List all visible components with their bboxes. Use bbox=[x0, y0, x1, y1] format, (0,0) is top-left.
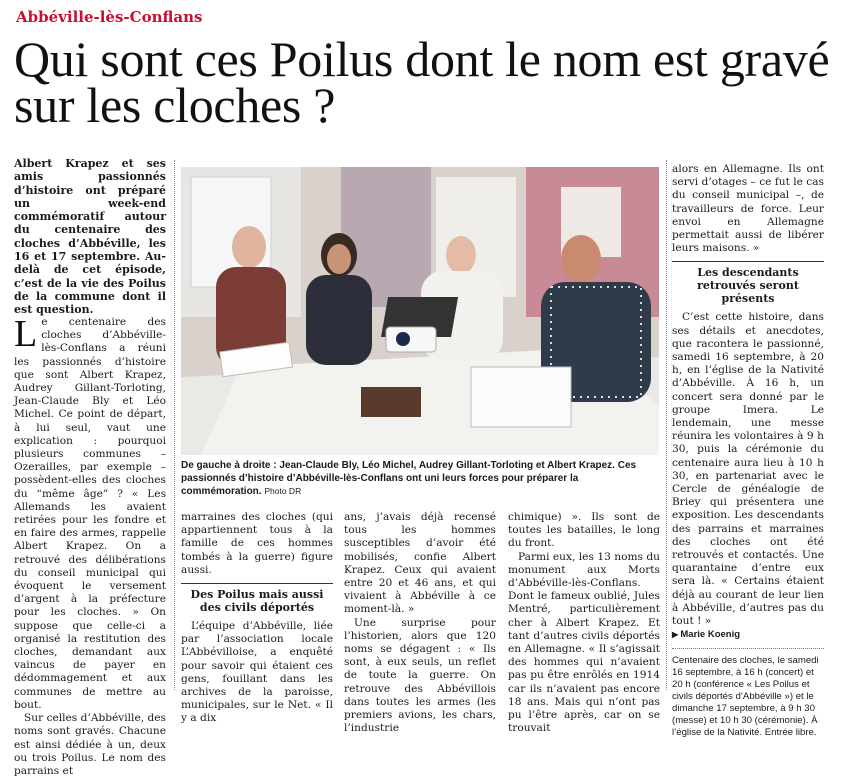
column-divider bbox=[666, 160, 667, 690]
author-name: Marie Koenig bbox=[680, 629, 741, 641]
paragraph: Sur celles d’Abbéville, des noms sont gravés. Chacune est ainsi dédiée à un, deux ou trois Poilus. Le nom des parrains et bbox=[14, 712, 166, 777]
author-signature bbox=[672, 628, 824, 641]
column-2 bbox=[181, 511, 333, 726]
paragraph: ans, j’avais déjà recensé tous les hommes susceptibles d’avoir été mobilisés, confie Albert Krapez. Ceux qui avaient entre 20 et 46 ans, et qui vivaient à Abbéville à ce moment-là. » bbox=[344, 511, 496, 616]
column-4 bbox=[508, 511, 660, 735]
practical-info-box: Centenaire des cloches, le samedi 16 septembre, à 16 h (concert) et 20 h (conférence « Les Poilus et civils déportés d’Abbéville ») et le dimanche 17 septembre, à 9 h 30 (messe) et 10 h 30 (cérémonie). À l’église de la Nativité. Entrée libre. bbox=[672, 654, 819, 738]
paragraph: marraines des cloches (qui appartiennent tous à la famille de ces hommes tombés à la guerre) figure aussi. bbox=[181, 511, 333, 576]
photo-caption bbox=[181, 460, 659, 499]
column-1 bbox=[14, 313, 166, 778]
paragraph bbox=[14, 313, 166, 712]
paragraph: C’est cette histoire, dans ses détails et anecdotes, que racontera le passionné, samedi 16 septembre, à 20 h, en l’église de la Nativité d’Abbéville. À 16 h, un concert sera donné par le groupe Imera. Le lendemain, une messe réunira les volontaires à 9 h 30, puis la cérémonie du centenaire aura lieu à 10 h 30, en partenariat avec le Cercle de généalogie de Briey qui présentera une exposition. Les descendants des parrains et marraines des cloches ont été retrouvés et contactés. Une quarantaine d’entre eux sera là. « Certains étaient déjà au courant de leur lien à Abbéville, d’autres pas du tout ! » bbox=[672, 311, 824, 628]
column-divider bbox=[174, 160, 175, 690]
article-lead: Albert Krapez et ses amis passionnés d’histoire ont préparé un week-end commémoratif autour du centenaire des cloches d’Abbéville, les 16 et 17 septembre. Au-delà de cet épisode, c’est de la vie des Poilus de la commune dont il est question. bbox=[14, 157, 166, 317]
article-photo bbox=[181, 167, 659, 455]
caption-text: De gauche à droite : Jean-Claude Bly, Léo Michel, Audrey Gillant-Torloting et Albert Krapez. Ces passionnés d’histoire d’Abbéville-lès-Conflans ont uni leurs forces pour préparer la commémoration. bbox=[181, 460, 637, 497]
subheading: Des Poilus mais aussi des civils déportés bbox=[181, 583, 333, 614]
dropcap: L bbox=[14, 313, 38, 355]
paragraph: alors en Allemagne. Ils ont servi d’otages – ce fut le cas du conseil municipal –, de travailleurs de force. Leur envoi en Allemagne permettait aussi de libérer leurs maisons. » bbox=[672, 163, 824, 255]
column-5 bbox=[672, 163, 824, 739]
group-photo-illustration bbox=[181, 167, 659, 455]
subheading: Les descendants retrouvés seront présents bbox=[672, 261, 824, 305]
triangle-bullet-icon: ▶ bbox=[672, 630, 681, 640]
paragraph: chimique) ». Ils sont de toutes les batailles, le long du front. bbox=[508, 511, 660, 550]
paragraph-text: e centenaire des cloches d’Abbéville-lès-Conflans a réuni les passionnés d’histoire que sont Albert Krapez, Audrey Gillant-Torloting, Jean-Claude Bly et Léo Michel. Ce point de départ, à lui seul, vaut une explication : pourquoi plusieurs communes – Ozerailles, par exemple – possèdent-elles des cloches du “même âge” ? « Les Allemands les avaient retirées pour les fondre et en faire des armes, rappelle Albert Krapez. On a retrouvé des délibérations du conseil municipal qui évoquent le versement d’argent à la préfecture pour les cloches. » On suppose que celle-ci a organisé la restitution des cloches, demandant aux vaincus de payer en dédommagement et aux communes de mettre au bout. bbox=[14, 316, 166, 711]
article-kicker: Abbéville-lès-Conflans bbox=[16, 8, 203, 26]
column-3 bbox=[344, 511, 496, 735]
divider bbox=[672, 648, 824, 649]
article-headline: Qui sont ces Poilus dont le nom est gravé sur les cloches ? bbox=[14, 31, 830, 133]
photo-credit: Photo DR bbox=[264, 486, 302, 496]
paragraph: Une surprise pour l’historien, alors que 120 noms se dégagent : « Ils sont, à eux seuls, un reflet de toute la guerre. On retrouve des Abbévillois dans toutes les armes (les premiers avions, les chars, l’industrie bbox=[344, 616, 496, 735]
paragraph: Parmi eux, les 13 noms du monument aux Morts d’Abbéville-lès-Conflans. Dont le fameux oublié, Jules Mentré, particulièrement cher à Albert Krapez. Et tant d’autres civils déportés en Allemagne. « Il s’agissait des hommes qui n’avaient pas pu être enrôlés en 1914 car ils n’avaient pas encore 18 ans. Mais qui n’ont pas pu l’être après, car on se trouvait bbox=[508, 550, 660, 735]
paragraph: L’équipe d’Abbéville, liée par l’association locale L’Abbévilloise, a enquêté pour savoir qui étaient ces gens, fouillant dans les archives de la paroisse, municipales, sur le Net. « Il y a dix bbox=[181, 620, 333, 725]
